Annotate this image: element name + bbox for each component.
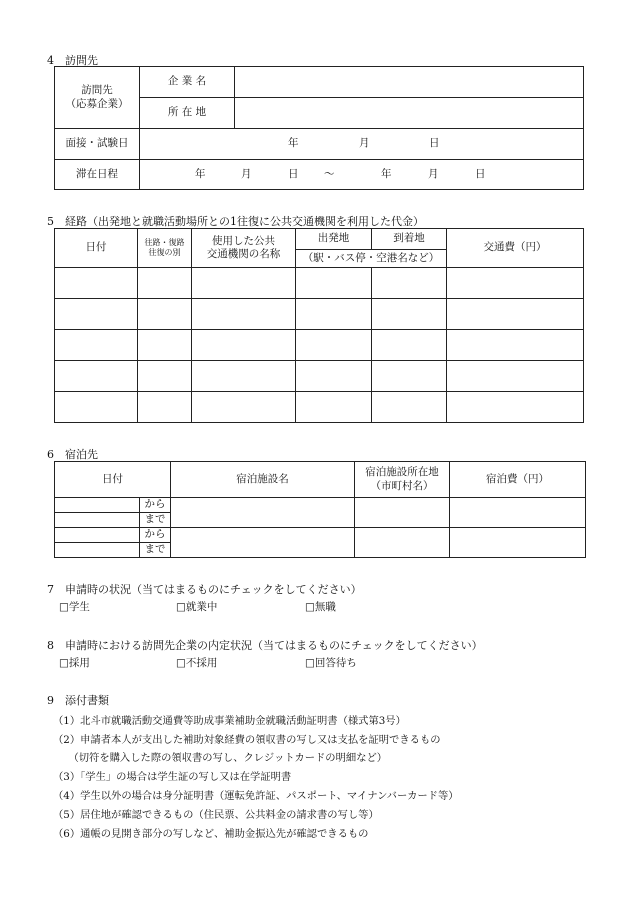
lodging-cost-2[interactable]: [450, 528, 586, 558]
lodging-col-location-line1: 宿泊施設所在地: [365, 466, 439, 479]
lodging-from-label-2: から: [140, 528, 171, 543]
company-name-label: 企 業 名: [140, 67, 235, 98]
route-cell[interactable]: [447, 268, 584, 299]
stay-day-unit-2: 日: [475, 168, 486, 180]
route-cell[interactable]: [55, 361, 138, 392]
stay-schedule-label: 滞在日程: [55, 160, 140, 190]
stay-month-unit-2: 月: [428, 168, 439, 180]
section-9-heading: 9 添付書類: [47, 694, 109, 707]
interview-date-label: 面接・試験日: [55, 129, 140, 160]
stay-year-unit-2: 年: [381, 168, 392, 180]
route-col-arrival: 到着地: [372, 229, 447, 250]
status-option-unemployed[interactable]: □無職: [305, 601, 336, 613]
attachment-item-4: （4）学生以外の場合は身分証明書（運転免許証、パスポート、マイナンバーカード等）: [53, 790, 459, 802]
route-cell[interactable]: [55, 392, 138, 423]
route-cell[interactable]: [138, 299, 192, 330]
route-row: [55, 299, 584, 330]
route-cell[interactable]: [192, 392, 296, 423]
route-cell[interactable]: [138, 330, 192, 361]
interview-year-unit: 年: [288, 137, 299, 149]
status-option-student[interactable]: □学生: [59, 601, 90, 613]
section-6-heading: 6 宿泊先: [47, 448, 98, 461]
visit-label: 訪問先: [81, 84, 113, 97]
stay-schedule-field[interactable]: [140, 160, 584, 190]
lodging-col-cost: 宿泊費（円）: [450, 462, 586, 498]
route-col-transport-line2: 交通機関の名称: [206, 248, 281, 260]
lodging-date-to-1[interactable]: [55, 513, 140, 528]
lodging-col-location: [355, 462, 450, 498]
company-name-field[interactable]: [235, 67, 584, 98]
lodging-facility-2[interactable]: [171, 528, 355, 558]
lodging-table: [54, 461, 586, 558]
route-col-fare: 交通費（円）: [447, 229, 584, 268]
stay-range-tilde: ～: [324, 168, 335, 180]
attachment-item-6: （6）通帳の見開き部分の写しなど、補助金振込先が確認できるもの: [53, 828, 369, 840]
route-cell[interactable]: [192, 268, 296, 299]
route-col-trip-type-line1: 往路・復路: [144, 238, 185, 248]
route-cell[interactable]: [192, 330, 296, 361]
route-cell[interactable]: [296, 268, 372, 299]
interview-date-field[interactable]: [140, 129, 584, 160]
route-cell[interactable]: [138, 361, 192, 392]
route-cell[interactable]: [447, 392, 584, 423]
status-option-employed[interactable]: □就業中: [176, 601, 218, 613]
route-cell[interactable]: [296, 330, 372, 361]
route-cell[interactable]: [372, 330, 447, 361]
visit-table: [54, 66, 584, 190]
route-cell[interactable]: [372, 361, 447, 392]
route-cell[interactable]: [192, 361, 296, 392]
route-cell[interactable]: [138, 268, 192, 299]
route-cell[interactable]: [447, 361, 584, 392]
offer-option-rejected[interactable]: □不採用: [176, 657, 218, 669]
stay-month-unit-1: 月: [241, 168, 252, 180]
visit-label-cell: [55, 67, 140, 129]
route-cell[interactable]: [55, 299, 138, 330]
route-cell[interactable]: [372, 392, 447, 423]
section-7-heading: 7 申請時の状況（当てはまるものにチェックをしてください）: [47, 583, 362, 596]
route-row: [55, 330, 584, 361]
route-col-date: 日付: [55, 229, 138, 268]
route-cell[interactable]: [138, 392, 192, 423]
route-cell[interactable]: [55, 268, 138, 299]
attachment-item-5: （5）居住地が確認できるもの（住民票、公共料金の請求書の写し等）: [53, 809, 379, 821]
lodging-date-from-2[interactable]: [55, 528, 140, 543]
attachment-item-2: （2）申請者本人が支出した補助対象経費の領収書の写し又は支払を証明できるもの: [53, 734, 441, 746]
route-col-transport-line1: 使用した公共: [212, 234, 275, 247]
lodging-date-to-2[interactable]: [55, 543, 140, 558]
route-col-trip-type: [138, 229, 192, 268]
lodging-location-2[interactable]: [355, 528, 450, 558]
offer-option-hired[interactable]: □採用: [59, 657, 90, 669]
route-cell[interactable]: [447, 299, 584, 330]
route-col-transport: [192, 229, 296, 268]
attachment-item-1: （1）北斗市就職活動交通費等助成事業補助金就職活動証明書（様式第3号）: [53, 715, 406, 727]
stay-day-unit-1: 日: [288, 168, 299, 180]
lodging-to-label-1: まで: [140, 513, 171, 528]
lodging-location-1[interactable]: [355, 498, 450, 528]
attachment-item-3: （3）「学生」の場合は学生証の写し又は在学証明書: [53, 771, 292, 783]
route-col-departure: 出発地: [296, 229, 372, 250]
route-cell[interactable]: [372, 268, 447, 299]
lodging-col-facility: 宿泊施設名: [171, 462, 355, 498]
route-row: [55, 268, 584, 299]
lodging-date-from-1[interactable]: [55, 498, 140, 513]
lodging-col-date: 日付: [55, 462, 171, 498]
address-label: 所 在 地: [140, 98, 235, 129]
route-cell[interactable]: [296, 361, 372, 392]
route-cell[interactable]: [296, 392, 372, 423]
section-5-heading: 5 経路（出発地と就職活動場所との1往復に公共交通機関を利用した代金）: [47, 215, 424, 228]
route-cell[interactable]: [55, 330, 138, 361]
route-cell[interactable]: [447, 330, 584, 361]
route-row: [55, 392, 584, 423]
visit-label-sub: （応募企業）: [65, 97, 129, 110]
interview-day-unit: 日: [429, 137, 440, 149]
route-table: [54, 228, 584, 423]
section-4-heading: 4 訪問先: [47, 54, 98, 67]
attachment-item-2-note: （切符を購入した際の領収書の写し、クレジットカードの明細など）: [53, 752, 388, 764]
address-field[interactable]: [235, 98, 584, 129]
route-cell[interactable]: [372, 299, 447, 330]
lodging-cost-1[interactable]: [450, 498, 586, 528]
lodging-to-label-2: まで: [140, 543, 171, 558]
route-cell[interactable]: [296, 299, 372, 330]
lodging-facility-1[interactable]: [171, 498, 355, 528]
stay-year-unit-1: 年: [195, 168, 206, 180]
lodging-col-location-line2: （市町村名）: [370, 479, 434, 492]
offer-option-pending[interactable]: □回答待ち: [305, 657, 357, 669]
route-col-station-note: （駅・バス停・空港名など）: [296, 250, 447, 268]
route-cell[interactable]: [192, 299, 296, 330]
interview-month-unit: 月: [359, 137, 370, 149]
route-row: [55, 361, 584, 392]
route-col-trip-type-line2: 往復の別: [148, 248, 181, 257]
lodging-from-label-1: から: [140, 498, 171, 513]
section-8-heading: 8 申請時における訪問先企業の内定状況（当てはまるものにチェックをしてください）: [47, 639, 483, 652]
